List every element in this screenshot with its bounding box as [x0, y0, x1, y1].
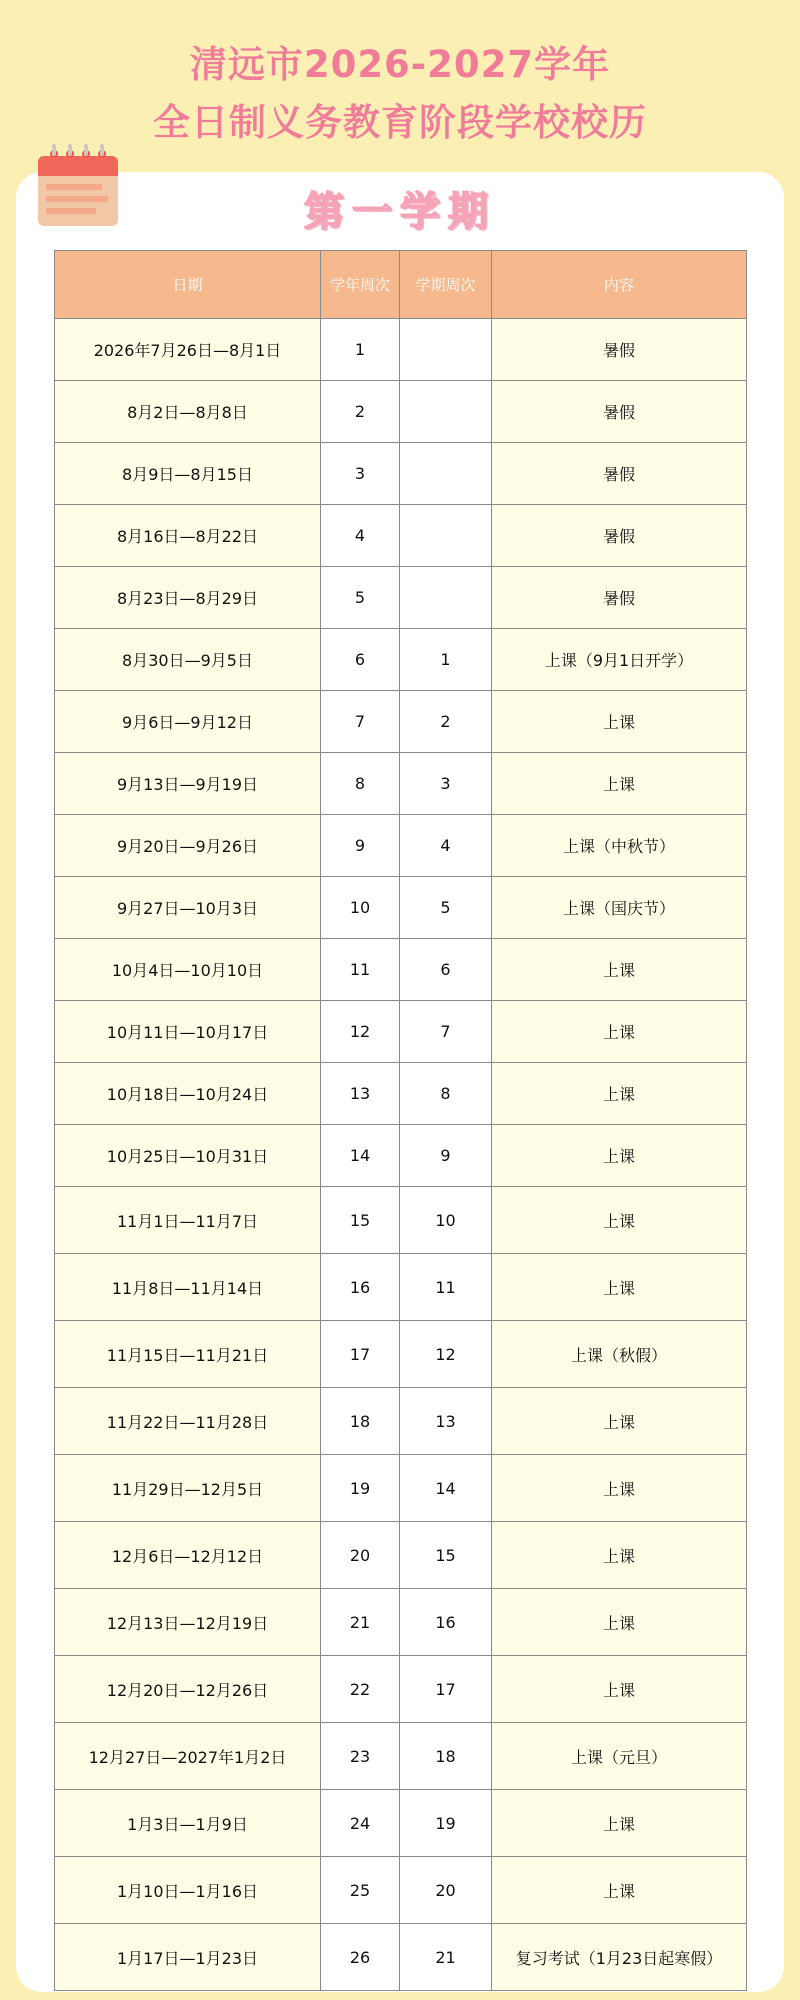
table-row	[55, 1455, 747, 1522]
cell-term-week: 8	[400, 1063, 492, 1125]
table-row	[55, 1125, 747, 1187]
cell-content: 复习考试（1月23日起寒假）	[492, 1924, 747, 1991]
cell-year-week: 25	[321, 1857, 400, 1924]
table-row	[55, 1723, 747, 1790]
cell-content: 上课	[492, 1656, 747, 1723]
table-row	[55, 1857, 747, 1924]
header-year-week: 学年周次	[321, 251, 400, 319]
cell-year-week: 9	[321, 815, 400, 877]
cell-term-week: 17	[400, 1656, 492, 1723]
cell-date: 8月2日—8月8日	[55, 381, 321, 443]
cell-term-week: 16	[400, 1589, 492, 1656]
cell-term-week: 10	[400, 1187, 492, 1254]
cell-year-week: 14	[321, 1125, 400, 1187]
cell-term-week: 11	[400, 1254, 492, 1321]
table-row	[55, 877, 747, 939]
table-row	[55, 939, 747, 1001]
cell-date: 8月23日—8月29日	[55, 567, 321, 629]
cell-content: 暑假	[492, 319, 747, 381]
cell-content: 上课（9月1日开学）	[492, 629, 747, 691]
cell-year-week: 15	[321, 1187, 400, 1254]
table-row	[55, 1388, 747, 1455]
cell-year-week: 16	[321, 1254, 400, 1321]
table-body	[55, 319, 747, 1991]
cell-date: 10月25日—10月31日	[55, 1125, 321, 1187]
cell-year-week: 12	[321, 1001, 400, 1063]
cell-date: 12月6日—12月12日	[55, 1522, 321, 1589]
table-row	[55, 319, 747, 381]
cell-content: 上课	[492, 753, 747, 815]
cell-date: 8月9日—8月15日	[55, 443, 321, 505]
cell-year-week: 21	[321, 1589, 400, 1656]
cell-content: 上课	[492, 1125, 747, 1187]
cell-content: 上课（元旦）	[492, 1723, 747, 1790]
cell-year-week: 17	[321, 1321, 400, 1388]
cell-content: 暑假	[492, 505, 747, 567]
cell-term-week: 18	[400, 1723, 492, 1790]
cell-date: 12月13日—12月19日	[55, 1589, 321, 1656]
cell-date: 11月22日—11月28日	[55, 1388, 321, 1455]
cell-date: 8月30日—9月5日	[55, 629, 321, 691]
header-date: 日期	[55, 251, 321, 319]
cell-date: 1月3日—1月9日	[55, 1790, 321, 1857]
cell-term-week: 20	[400, 1857, 492, 1924]
table-row	[55, 753, 747, 815]
cell-content: 上课	[492, 1063, 747, 1125]
table-row	[55, 815, 747, 877]
cell-term-week: 1	[400, 629, 492, 691]
table-row	[55, 629, 747, 691]
cell-date: 10月11日—10月17日	[55, 1001, 321, 1063]
table-row	[55, 505, 747, 567]
cell-year-week: 19	[321, 1455, 400, 1522]
table-row	[55, 1001, 747, 1063]
cell-content: 上课	[492, 1857, 747, 1924]
cell-content: 暑假	[492, 443, 747, 505]
cell-date: 8月16日—8月22日	[55, 505, 321, 567]
cell-term-week: 2	[400, 691, 492, 753]
table-row	[55, 1656, 747, 1723]
cell-content: 暑假	[492, 567, 747, 629]
table-row	[55, 1522, 747, 1589]
cell-year-week: 26	[321, 1924, 400, 1991]
semester-label: 第一学期	[304, 189, 496, 235]
cell-date: 9月6日—9月12日	[55, 691, 321, 753]
cell-date: 12月20日—12月26日	[55, 1656, 321, 1723]
cell-date: 9月27日—10月3日	[55, 877, 321, 939]
header-content: 内容	[492, 251, 747, 319]
cell-date: 1月17日—1月23日	[55, 1924, 321, 1991]
cell-term-week: 6	[400, 939, 492, 1001]
cell-year-week: 8	[321, 753, 400, 815]
cell-content: 上课（秋假）	[492, 1321, 747, 1388]
cell-date: 11月15日—11月21日	[55, 1321, 321, 1388]
cell-content: 暑假	[492, 381, 747, 443]
cell-year-week: 7	[321, 691, 400, 753]
cell-content: 上课	[492, 939, 747, 1001]
header-term-week: 学期周次	[400, 251, 492, 319]
table-row	[55, 1063, 747, 1125]
cell-term-week	[400, 567, 492, 629]
cell-term-week: 13	[400, 1388, 492, 1455]
table-row	[55, 381, 747, 443]
cell-date: 10月18日—10月24日	[55, 1063, 321, 1125]
cell-date: 12月27日—2027年1月2日	[55, 1723, 321, 1790]
cell-year-week: 24	[321, 1790, 400, 1857]
cell-year-week: 3	[321, 443, 400, 505]
table-row	[55, 691, 747, 753]
cell-term-week: 15	[400, 1522, 492, 1589]
table-row	[55, 1187, 747, 1254]
cell-term-week: 12	[400, 1321, 492, 1388]
cell-term-week: 3	[400, 753, 492, 815]
cell-year-week: 6	[321, 629, 400, 691]
cell-year-week: 1	[321, 319, 400, 381]
cell-year-week: 11	[321, 939, 400, 1001]
page-title-line2: 全日制义务教育阶段学校校历	[153, 101, 647, 144]
cell-year-week: 20	[321, 1522, 400, 1589]
cell-year-week: 10	[321, 877, 400, 939]
cell-term-week: 5	[400, 877, 492, 939]
cell-content: 上课	[492, 1187, 747, 1254]
table-row	[55, 567, 747, 629]
cell-year-week: 22	[321, 1656, 400, 1723]
cell-content: 上课	[492, 1388, 747, 1455]
cell-term-week: 14	[400, 1455, 492, 1522]
cell-date: 11月29日—12月5日	[55, 1455, 321, 1522]
cell-content: 上课	[492, 1254, 747, 1321]
table-row	[55, 1321, 747, 1388]
cell-content: 上课	[492, 1589, 747, 1656]
cell-year-week: 18	[321, 1388, 400, 1455]
cell-date: 11月8日—11月14日	[55, 1254, 321, 1321]
page-title-line1: 清远市2026-2027学年	[189, 43, 611, 86]
cell-content: 上课	[492, 1455, 747, 1522]
cell-date: 9月20日—9月26日	[55, 815, 321, 877]
cell-content: 上课	[492, 1790, 747, 1857]
cell-date: 1月10日—1月16日	[55, 1857, 321, 1924]
cell-date: 10月4日—10月10日	[55, 939, 321, 1001]
cell-term-week: 4	[400, 815, 492, 877]
table-row	[55, 1790, 747, 1857]
cell-term-week: 21	[400, 1924, 492, 1991]
cell-term-week: 19	[400, 1790, 492, 1857]
cell-term-week	[400, 443, 492, 505]
cell-term-week	[400, 505, 492, 567]
cell-content: 上课	[492, 1522, 747, 1589]
cell-year-week: 4	[321, 505, 400, 567]
cell-date: 11月1日—11月7日	[55, 1187, 321, 1254]
table-row	[55, 1254, 747, 1321]
cell-term-week	[400, 381, 492, 443]
table-row	[55, 1589, 747, 1656]
cell-term-week	[400, 319, 492, 381]
cell-content: 上课	[492, 1001, 747, 1063]
cell-year-week: 13	[321, 1063, 400, 1125]
cell-content: 上课（中秋节）	[492, 815, 747, 877]
table-header-row	[55, 251, 747, 319]
cell-date: 2026年7月26日—8月1日	[55, 319, 321, 381]
cell-date: 9月13日—9月19日	[55, 753, 321, 815]
cell-term-week: 9	[400, 1125, 492, 1187]
table-row	[55, 1924, 747, 1991]
cell-term-week: 7	[400, 1001, 492, 1063]
cell-year-week: 2	[321, 381, 400, 443]
cell-year-week: 23	[321, 1723, 400, 1790]
cell-year-week: 5	[321, 567, 400, 629]
table-row	[55, 443, 747, 505]
cell-content: 上课	[492, 691, 747, 753]
cell-content: 上课（国庆节）	[492, 877, 747, 939]
school-calendar-table	[54, 250, 747, 1991]
